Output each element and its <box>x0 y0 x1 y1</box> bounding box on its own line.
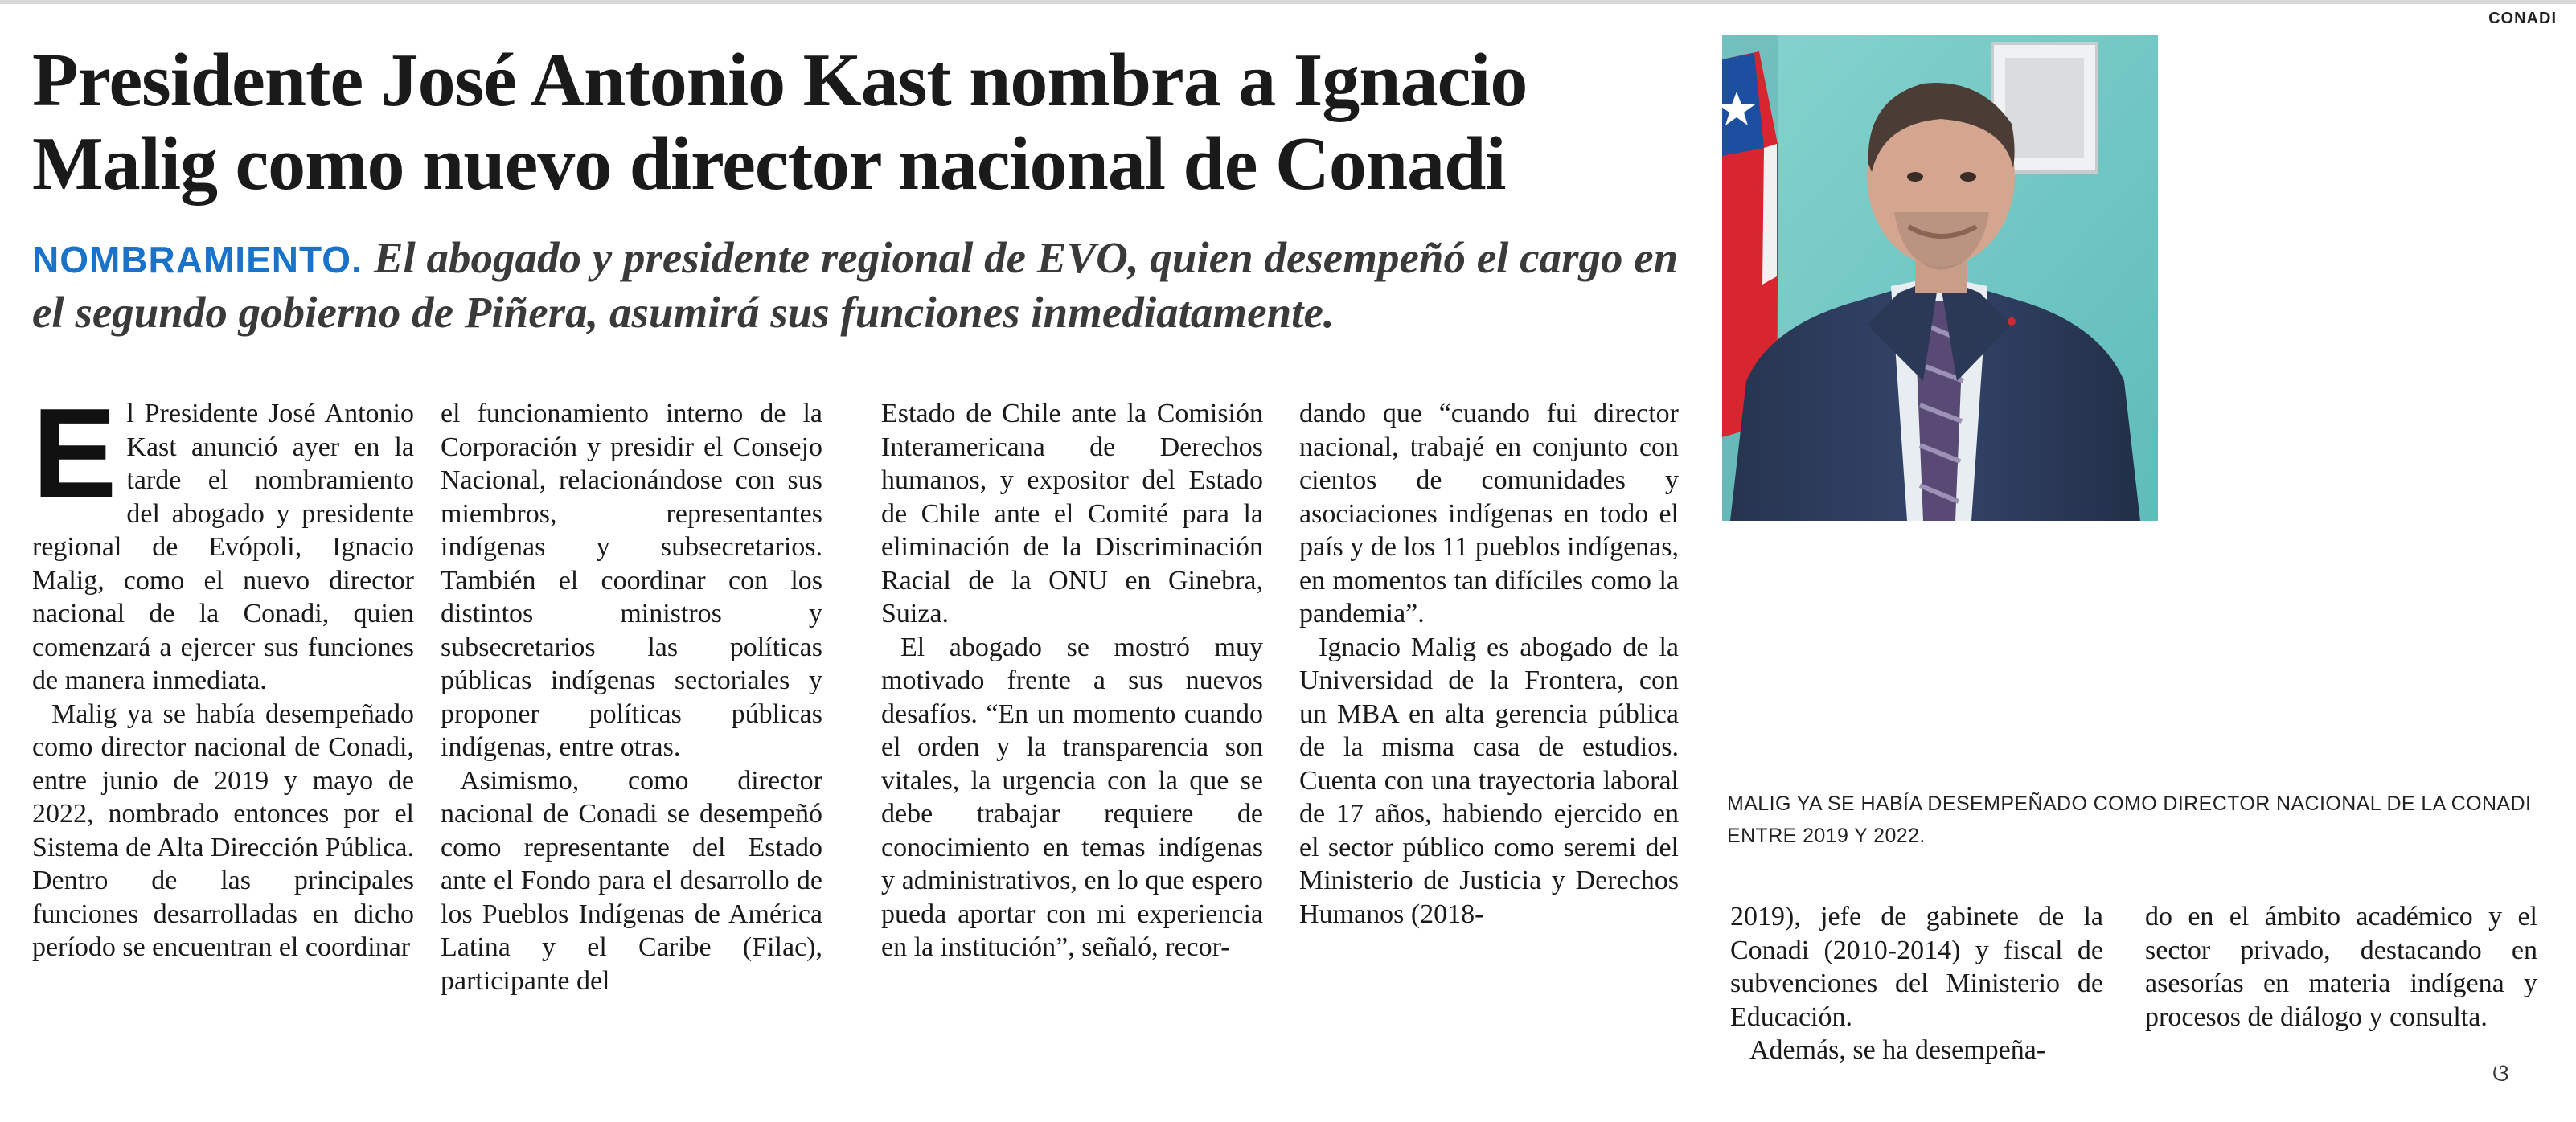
paragraph: Estado de Chile ante la Comisión Interamericana de Derechos humanos, y expositor del Estado de Chile ante el Comité para la eliminación de la Discriminación Racial de la ONU en Ginebra, Suiza. <box>881 399 1263 629</box>
article-column-4 <box>1299 397 1679 931</box>
deck <box>32 231 1680 339</box>
article-column-2 <box>441 397 822 997</box>
portrait-photo <box>1722 35 2158 521</box>
paragraph <box>32 383 414 698</box>
portrait-illustration <box>1722 35 2158 521</box>
paragraph: Ignacio Malig es abogado de la Universidad de la Frontera, con un MBA en alta gerencia pública de la misma casa de estudios. Cuenta con una trayectoria laboral de 17 años, habiendo ejercido en el sector público como seremi del Ministerio de Justicia y Derechos Humanos (2018- <box>1299 632 1679 929</box>
article-column-5 <box>1730 900 2103 1067</box>
article-column-3 <box>881 397 1263 964</box>
paragraph: do en el ámbito académico y el sector privado, destacando en asesorías en materia indígena y procesos de diálogo y consulta. <box>2145 902 2537 1032</box>
deck-text: El abogado y presidente regional de EVO, quien desempeñó el cargo en el segundo gobierno de Piñera, asumirá sus funciones inmediatamente. <box>32 233 1679 337</box>
drop-cap: E <box>32 383 117 524</box>
paragraph: 2019), jefe de gabinete de la Conadi (2010-2014) y fiscal de subvenciones del Ministerio de Educación. <box>1730 902 2103 1032</box>
paragraph: Asimismo, como director nacional de Conadi se desempeñó como representante del Estado ante el Fondo para el desarrollo de los Pueblos Indígenas de América Latina y el Caribe (Filac), participante del <box>441 765 822 996</box>
article-column-1 <box>32 383 414 964</box>
deck-kicker: NOMBRAMIENTO. <box>32 239 363 280</box>
paragraph: Malig ya se había desempeñado como director nacional de Conadi, entre junio de 2019 y mayo de 2022, nombrado entonces por el Sistema de Alta Dirección Pública. Dentro de las principales funciones desarrolladas en dicho período se encuentran el coordinar <box>32 698 414 962</box>
article-column-6 <box>2145 900 2537 1034</box>
paragraph: El abogado se mostró muy motivado frente a sus nuevos desafíos. “En un momento cuando el orden y la transparencia son vitales, la urgencia con la que se debe trabajar requiere de conocimiento en temas indígenas y administrativos, en lo que espero pueda aportar con mi experiencia en la institución”, señaló, recor- <box>881 632 1263 962</box>
paragraph: dando que “cuando fui director nacional, trabajé en conjunto con cientos de comunidades y asociaciones indígenas en todo el país y de los 11 pueblos indígenas, en momentos tan difíciles como la pandemia”. <box>1299 399 1679 629</box>
headline: Presidente José Antonio Kast nombra a Ignacio Malig como nuevo director nacional de Conadi <box>32 39 1528 206</box>
top-rule <box>0 0 2576 4</box>
section-tag: CONADI <box>2488 10 2557 27</box>
end-mark-icon: ଓ <box>2492 1059 2509 1087</box>
paragraph: Además, se ha desempeña- <box>1749 1035 2046 1065</box>
paragraph: el funcionamiento interno de la Corporación y presidir el Consejo Nacional, relacionándose con sus miembros, representantes indígenas y subsecretarios. También el coordinar con los distintos ministros y subsecretarios las políticas públicas indígenas sectoriales y proponer políticas públicas indígenas, entre otras. <box>441 399 822 762</box>
photo-caption: MALIG YA SE HABÍA DESEMPEÑADO COMO DIRECTOR NACIONAL DE LA CONADI ENTRE 2019 Y 2022. <box>1727 792 2532 847</box>
paragraph-text: l Presidente José Antonio Kast anunció ayer en la tarde el nombramiento del abogado y presidente regional de Evópoli, Ignacio Malig, como el nuevo director nacional de la Conadi, quien comenzará a ejercer sus funciones de manera inmediata. <box>32 399 414 695</box>
